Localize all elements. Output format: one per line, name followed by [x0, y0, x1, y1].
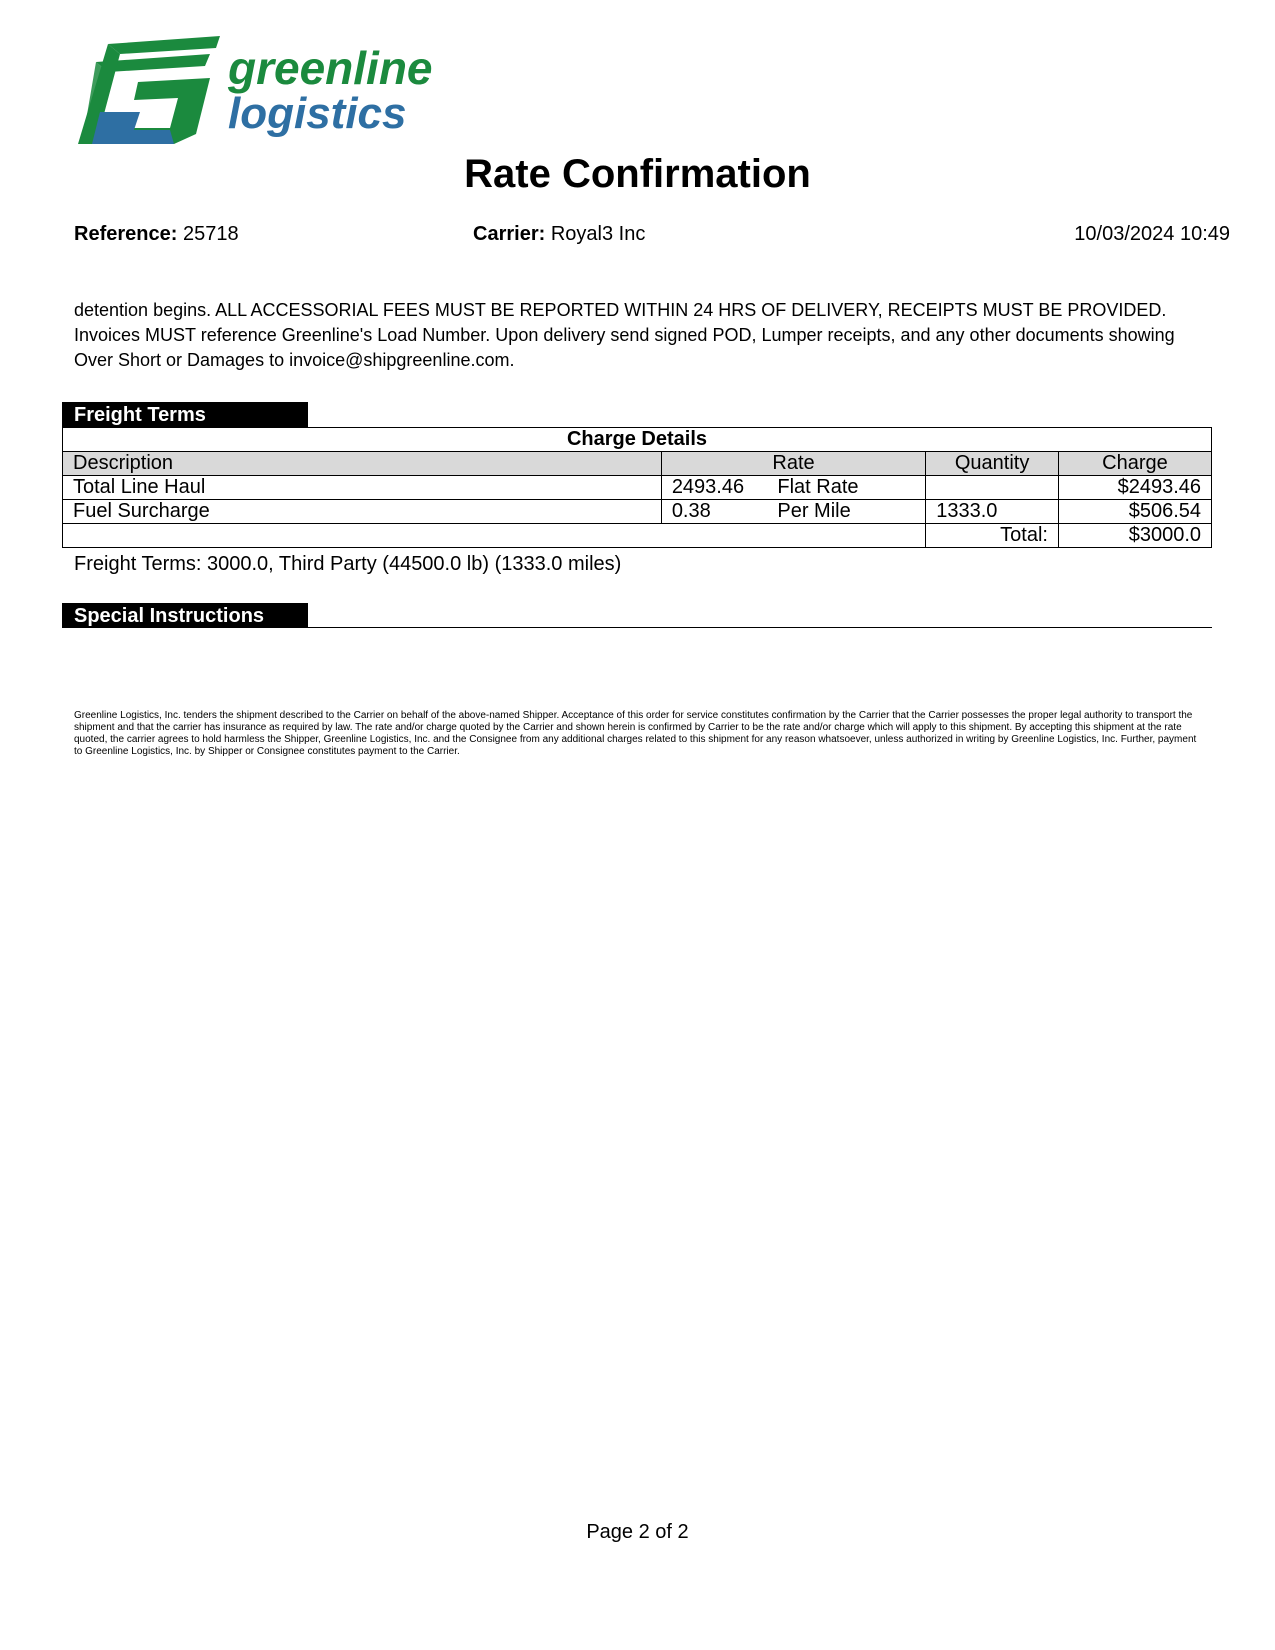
- row-quantity: 1333.0: [926, 500, 1059, 524]
- row-description: Total Line Haul: [63, 476, 662, 500]
- special-instructions-header: Special Instructions: [62, 603, 308, 628]
- document-datetime: 10/03/2024 10:49: [1074, 223, 1230, 245]
- header-quantity: Quantity: [926, 452, 1059, 476]
- row-quantity: [926, 476, 1059, 500]
- header-description: Description: [63, 452, 662, 476]
- company-logo: [78, 34, 438, 152]
- table-row: [63, 500, 1212, 524]
- freight-terms-summary: Freight Terms: 3000.0, Third Party (44500.0 lb) (1333.0 miles): [74, 553, 622, 575]
- reference-label: Reference:: [74, 223, 178, 245]
- total-label: Total:: [926, 524, 1059, 548]
- row-charge: $506.54: [1058, 500, 1211, 524]
- greenline-logo-mark: [78, 34, 438, 152]
- reference-value: 25718: [182, 223, 239, 245]
- carrier-label: Carrier:: [473, 223, 546, 245]
- logo-word-logistics: logistics: [228, 89, 407, 138]
- rate-value: 2493.46: [671, 476, 745, 498]
- charge-details-table: [62, 427, 1212, 548]
- page-number: Page 2 of 2: [586, 1521, 689, 1543]
- page-title: Rate Confirmation: [464, 152, 811, 196]
- charge-details-caption: Charge Details: [63, 428, 1212, 452]
- table-row: [63, 476, 1212, 500]
- row-charge: $2493.46: [1058, 476, 1211, 500]
- logo-word-greenline: greenline: [228, 42, 433, 94]
- freight-terms-header: Freight Terms: [62, 402, 308, 427]
- carrier-field: [473, 223, 645, 246]
- row-description: Fuel Surcharge: [63, 500, 662, 524]
- terms-paragraph: detention begins. ALL ACCESSORIAL FEES MUST BE REPORTED WITHIN 24 HRS OF DELIVERY, RECEIPTS MUST BE PROVIDED. Invoices MUST reference Greenline's Load Number. Upon delivery send signed POD, Lumper receipts, and any other documents showing Over Short or Damages to invoice@shipgreenline.com.: [74, 300, 1175, 370]
- legal-disclaimer: Greenline Logistics, Inc. tenders the shipment described to the Carrier on behalf of the above-named Shipper. Acceptance of this order for service constitutes confirmation by the Carrier that the Carrier possesses the proper legal authority to transport the shipment and that the carrier has insurance as required by law. The rate and/or charge quoted by the Carrier and shown herein is confirmed by Carrier to be the rate and/or charge which will apply to this shipment. By accepting this shipment at the rate quoted, the carrier agrees to hold harmless the Shipper, Greenline Logistics, Inc. and the Consignee from any additional charges related to this shipment for any reason whatsoever, unless authorized in writing by Greenline Logistics, Inc. Further, payment to Greenline Logistics, Inc. by Shipper or Consignee constitutes payment to the Carrier.: [74, 710, 1197, 757]
- row-rate: [661, 476, 925, 500]
- special-instructions-divider: [62, 627, 1212, 628]
- header-rate: Rate: [661, 452, 925, 476]
- header-charge: Charge: [1058, 452, 1211, 476]
- table-total-row: [63, 524, 1212, 548]
- table-caption-row: [63, 428, 1212, 452]
- row-rate: [661, 500, 925, 524]
- carrier-value: Royal3 Inc: [550, 223, 646, 245]
- rate-unit: Per Mile: [777, 500, 851, 522]
- rate-unit: Flat Rate: [777, 476, 859, 498]
- table-header-row: [63, 452, 1212, 476]
- reference-field: [74, 223, 239, 246]
- total-value: $3000.0: [1058, 524, 1211, 548]
- rate-value: 0.38: [671, 500, 711, 522]
- total-spacer: [63, 524, 926, 548]
